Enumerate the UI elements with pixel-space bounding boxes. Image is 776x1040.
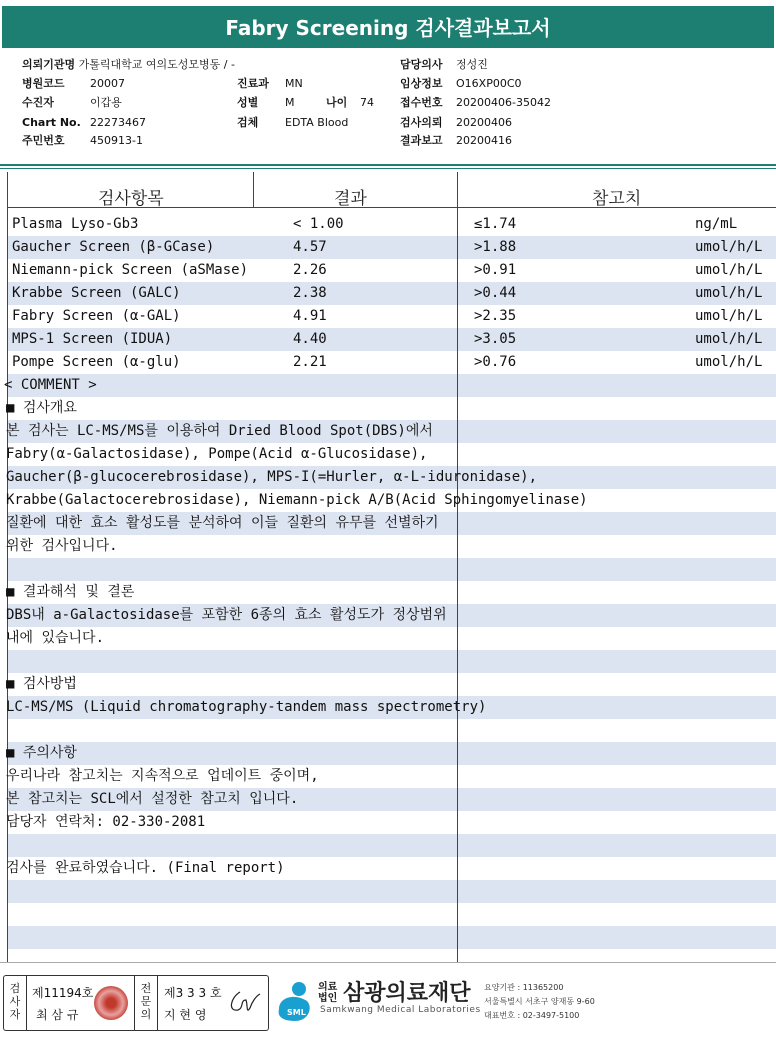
row-stripe: [8, 742, 776, 765]
row-item: Plasma Lyso-Gb3: [12, 216, 139, 232]
table-row: [10, 213, 770, 236]
th-result: 결과: [334, 189, 367, 209]
table-row: [10, 305, 770, 328]
comment-line: 담당자 연락처: 02-330-2081: [6, 814, 206, 830]
row-reference: >0.91: [474, 262, 517, 278]
signature-scribble-icon: [226, 988, 262, 1018]
row-reference: >0.44: [474, 285, 517, 301]
org-phone: 대표번호 : 02-3497-5100: [484, 1011, 580, 1020]
sig2-name: 지 현 영: [164, 1008, 207, 1022]
row-stripe: [8, 834, 776, 857]
row-item: MPS-1 Screen (IDUA): [12, 331, 173, 347]
comment-line: ■ 결과해석 및 결론: [6, 584, 135, 600]
header-right-1: 임상정보 O16XP00C0: [400, 77, 522, 90]
header-right-4: 결과보고 20200416: [400, 134, 512, 147]
sig2-vertical-label: 전 문 의: [140, 982, 152, 1021]
header-divider: [0, 164, 776, 166]
table-row: [10, 259, 770, 282]
org-english-name: Samkwang Medical Laboratories: [320, 1005, 481, 1015]
sig1-vertical-label: 검 사 자: [9, 982, 21, 1021]
row-reference: ≤1.74: [474, 216, 517, 232]
row-stripe: [8, 558, 776, 581]
comment-line: Fabry(α-Galactosidase), Pompe(Acid α-Glucosidase),: [6, 446, 428, 462]
table-row: [10, 282, 770, 305]
row-reference: >2.35: [474, 308, 517, 324]
row-item: Pompe Screen (α-glu): [12, 354, 181, 370]
comment-line: 내에 있습니다.: [6, 630, 105, 646]
row-unit: ng/mL: [695, 216, 738, 232]
header-right-0: 담당의사 정성진: [400, 58, 488, 71]
left-border: [7, 172, 8, 962]
row-result: 2.38: [293, 285, 327, 301]
row-result: 2.21: [293, 354, 327, 370]
header-mid-0: 진료과 MN: [237, 77, 303, 90]
row-stripe: [8, 374, 776, 397]
comment-line: ■ 검사개요: [6, 400, 77, 416]
comment-label: < COMMENT >: [4, 377, 97, 393]
logo-badge: SML: [287, 1008, 306, 1017]
table-row: [10, 328, 770, 351]
sig2-vertical-cell: [134, 976, 158, 1030]
row-stripe: [8, 650, 776, 673]
org-prefix: 의료 법인: [318, 982, 338, 1004]
sig2-license: 제3 3 3 호: [164, 986, 222, 1000]
row-item: Fabry Screen (α-GAL): [12, 308, 181, 324]
org-code: 요양기관 : 11365200: [484, 983, 564, 992]
th-reference: 참고치: [592, 189, 642, 209]
row-stripe: [8, 880, 776, 903]
comment-line: 우리나라 참고치는 지속적으로 업데이트 중이며,: [6, 768, 319, 784]
row-reference: >3.05: [474, 331, 517, 347]
header-right-2: 접수번호 20200406-35042: [400, 96, 551, 109]
header-left-4: 주민번호 450913-1: [22, 134, 143, 147]
header-left-3: Chart No. 22273467: [22, 116, 146, 129]
signature-box: [3, 975, 269, 1031]
header-mid-1: 성별 M: [237, 96, 295, 109]
table-row: [10, 236, 770, 259]
report-title: Fabry Screening 검사결과보고서: [2, 6, 774, 48]
row-reference: >1.88: [474, 239, 517, 255]
row-unit: umol/h/L: [695, 262, 763, 278]
row-item: Gaucher Screen (β-GCase): [12, 239, 215, 255]
row-item: Niemann-pick Screen (aSMase): [12, 262, 249, 278]
row-unit: umol/h/L: [695, 308, 763, 324]
org-address: 서울특별시 서초구 양재동 9-60: [484, 997, 595, 1006]
header-left-2: 수진자 이갑용: [22, 96, 122, 109]
sml-logo-icon: [273, 979, 315, 1025]
row-item: Krabbe Screen (GALC): [12, 285, 181, 301]
org-name: 삼광의료재단: [343, 981, 471, 1006]
table-row: [10, 351, 770, 374]
row-result: < 1.00: [293, 216, 344, 232]
sig1-vertical-cell: [4, 976, 27, 1030]
comment-line: Gaucher(β-glucocerebrosidase), MPS-I(=Hurler, α-L-iduronidase),: [6, 469, 538, 485]
row-unit: umol/h/L: [695, 331, 763, 347]
official-seal-icon: [94, 986, 128, 1020]
footer-divider: [0, 962, 776, 963]
header-age: 나이 74: [326, 96, 374, 109]
col-divider-1: [253, 172, 254, 208]
comment-line: 질환에 대한 효소 활성도를 분석하여 이들 질환의 유무를 선별하기: [6, 515, 439, 531]
comment-line: 위한 검사입니다.: [6, 538, 118, 554]
header-left-0: 의뢰기관명 가톨릭대학교 여의도성모병동 / -: [22, 58, 235, 71]
comment-line: ■ 주의사항: [6, 745, 77, 761]
comment-line: 검사를 완료하였습니다. (Final report): [6, 860, 285, 876]
row-unit: umol/h/L: [695, 239, 763, 255]
row-reference: >0.76: [474, 354, 517, 370]
header-left-1: 병원코드 20007: [22, 77, 125, 90]
row-result: 4.57: [293, 239, 327, 255]
row-result: 4.91: [293, 308, 327, 324]
sig1-name: 최 삼 규: [36, 1008, 79, 1022]
comment-line: 본 참고치는 SCL에서 설정한 참고치 입니다.: [6, 791, 299, 807]
header-right-3: 검사의뢰 20200406: [400, 116, 512, 129]
row-stripe: [8, 926, 776, 949]
header-mid-2: 검체 EDTA Blood: [237, 116, 349, 129]
th-item: 검사항목: [98, 189, 164, 209]
header-divider-thin: [0, 168, 776, 169]
comment-line: LC-MS/MS (Liquid chromatography-tandem mass spectrometry): [6, 699, 487, 715]
row-result: 2.26: [293, 262, 327, 278]
row-unit: umol/h/L: [695, 285, 763, 301]
row-unit: umol/h/L: [695, 354, 763, 370]
comment-line: 본 검사는 LC-MS/MS를 이용하여 Dried Blood Spot(DBS)에서: [6, 423, 433, 439]
comment-line: ■ 검사방법: [6, 676, 77, 692]
comment-line: DBS내 a-Galactosidase를 포함한 6종의 효소 활성도가 정상범위: [6, 607, 447, 623]
sig1-license: 제11194호: [32, 986, 94, 1000]
row-result: 4.40: [293, 331, 327, 347]
comment-line: Krabbe(Galactocerebrosidase), Niemann-pick A/B(Acid Sphingomyelinase): [6, 492, 588, 508]
